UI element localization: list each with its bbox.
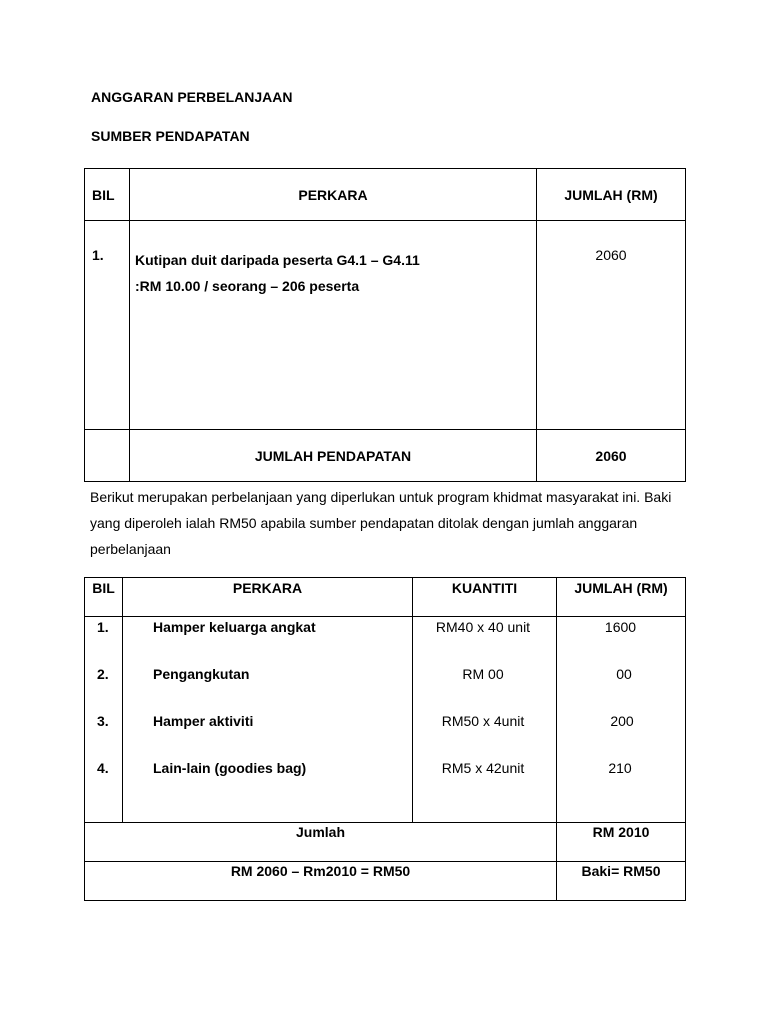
expense-qty: RM40 x 40 unit (435, 619, 531, 635)
header-perkara: PERKARA (130, 169, 537, 221)
expense-item: Pengangkutan (153, 666, 250, 682)
total-row (85, 430, 686, 482)
page-title: ANGGARAN PERBELANJAAN (91, 89, 293, 105)
expense-qty: RM50 x 4unit (441, 713, 525, 729)
header-bil: BIL (85, 169, 130, 221)
section-title: SUMBER PENDAPATAN (91, 128, 250, 144)
expense-amount: 1600 (604, 619, 637, 635)
header-jumlah: JUMLAH (RM) (537, 169, 686, 221)
paragraph: Berikut merupakan perbelanjaan yang diperlukan untuk program khidmat masyarakat ini. Baki yang diperoleh ialah RM50 apabila sumber pendapatan ditolak dengan jumlah anggaran perbelanjaan (90, 489, 672, 557)
expense-item: Hamper keluarga angkat (153, 619, 316, 635)
expense-amount: 200 (610, 713, 634, 729)
balance-value: Baki= RM50 (557, 862, 686, 901)
row-description-line2: :RM 10.00 / seorang – 206 peserta (135, 278, 360, 294)
income-table (84, 168, 686, 482)
total-value: 2060 (537, 430, 686, 482)
expense-item: Lain-lain (goodies bag) (153, 760, 307, 776)
row-description-line1: Kutipan duit daripada peserta G4.1 – G4.11 (135, 252, 420, 268)
total-value: RM 2010 (557, 823, 686, 862)
table-header-row (85, 578, 686, 617)
expense-qty: RM 00 (462, 666, 504, 682)
header-bil: BIL (85, 578, 123, 617)
total-empty-cell (85, 430, 130, 482)
row-amount: 2060 (537, 221, 686, 430)
header-perkara: PERKARA (123, 578, 413, 617)
expense-bil: 4. (97, 760, 109, 776)
expense-bil: 1. (97, 619, 109, 635)
balance-calculation: RM 2060 – Rm2010 = RM50 (85, 862, 557, 901)
expense-amount: 00 (616, 666, 632, 682)
balance-row (85, 862, 686, 901)
expense-amount: 210 (608, 760, 632, 776)
header-jumlah: JUMLAH (RM) (557, 578, 686, 617)
total-row (85, 823, 686, 862)
table-header-row (85, 169, 686, 221)
total-label: Jumlah (85, 823, 557, 862)
expense-item: Hamper aktiviti (153, 713, 254, 729)
expense-bil: 2. (97, 666, 109, 682)
expense-bil: 3. (97, 713, 109, 729)
header-kuantiti: KUANTITI (413, 578, 557, 617)
row-bil: 1. (85, 221, 130, 430)
expense-qty: RM5 x 42unit (441, 760, 525, 776)
row-description (130, 221, 537, 430)
total-label: JUMLAH PENDAPATAN (130, 430, 537, 482)
table-row (85, 221, 686, 430)
